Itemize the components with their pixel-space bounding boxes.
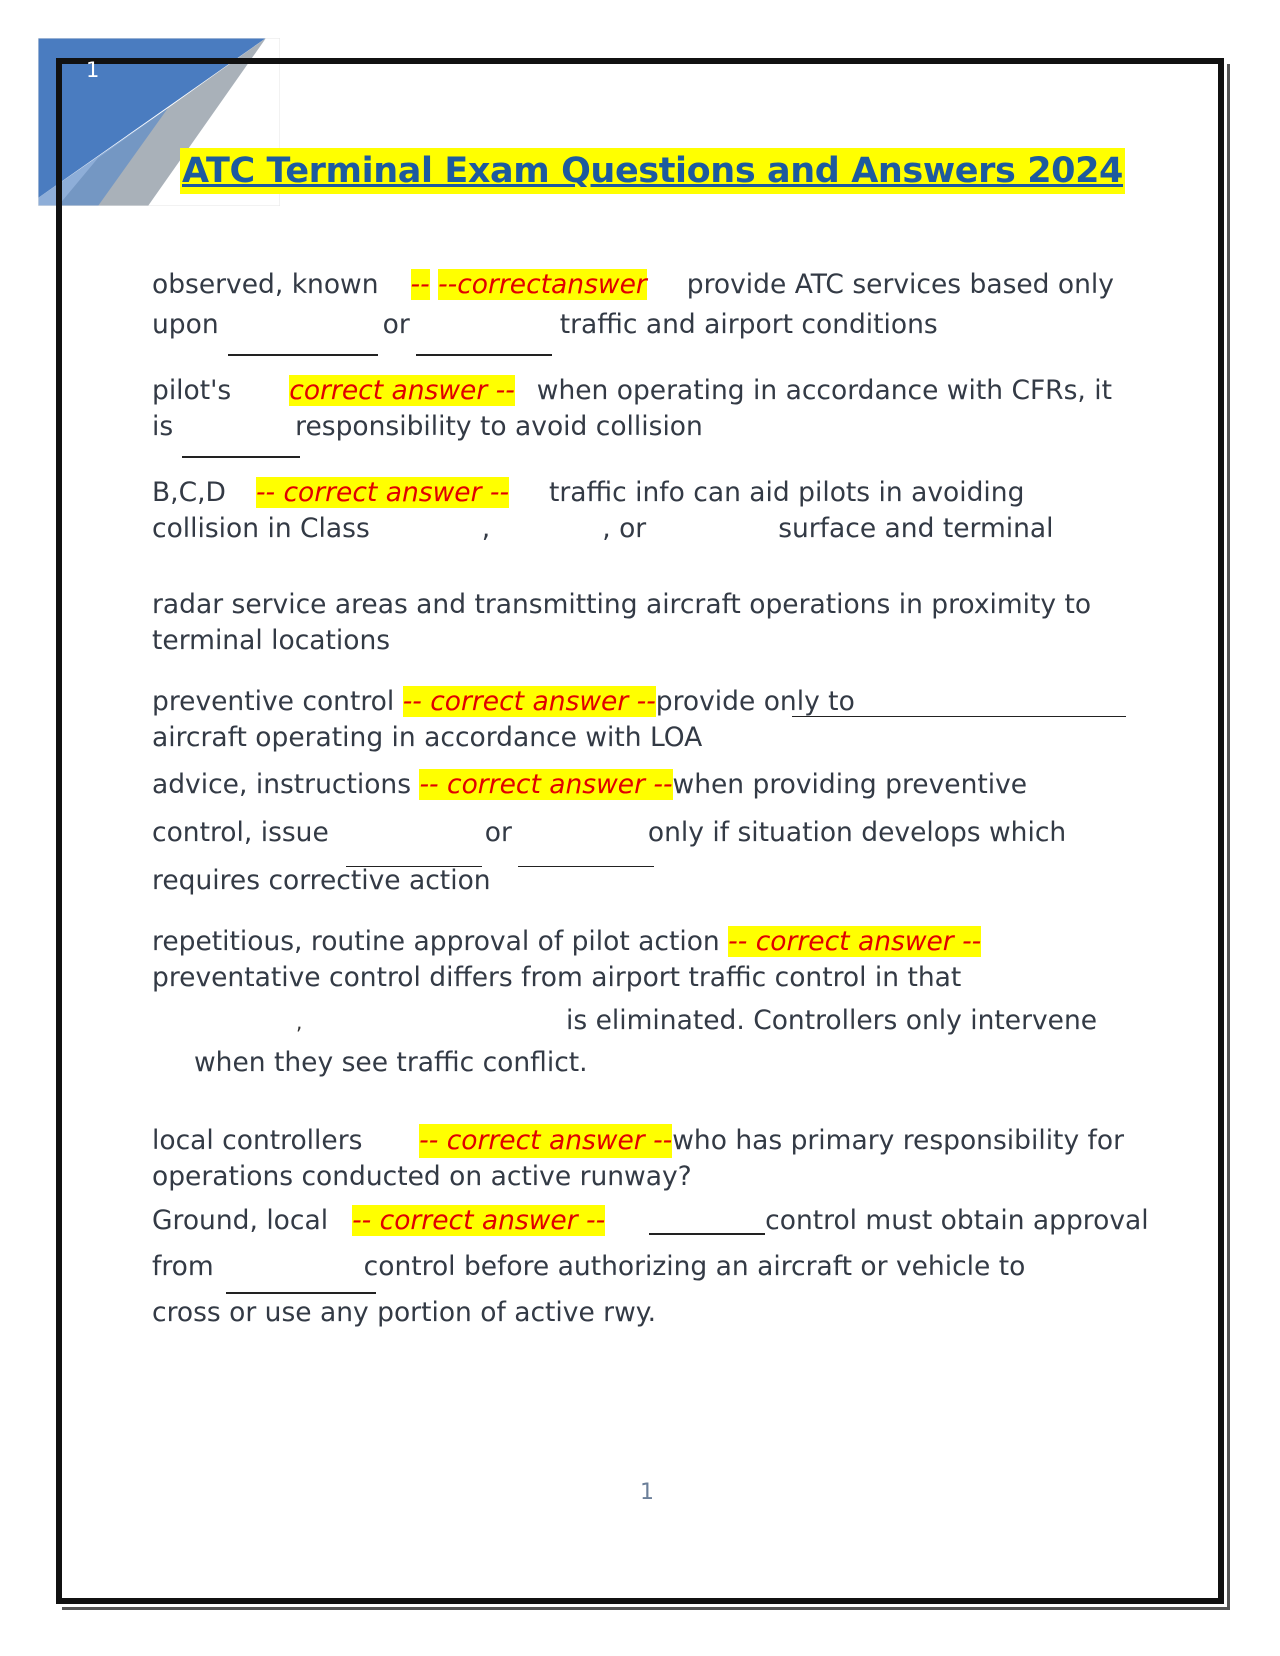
- question-text: provide ATC services based only: [686, 269, 1114, 300]
- qa-item-1-line-2: [152, 308, 938, 342]
- qa-item-5-line-3: [152, 864, 491, 898]
- question-text: operations conducted on active runway?: [152, 1161, 692, 1192]
- question-text: provide only to: [655, 686, 855, 717]
- page-title: ATC Terminal Exam Questions and Answers 2024: [180, 148, 1125, 194]
- qa-item-4-line-1: [152, 685, 855, 719]
- qa-item-8-line-1: [152, 1204, 1149, 1238]
- answer-text: preventive control: [152, 686, 395, 717]
- question-text: who has primary responsibility for: [672, 1125, 1124, 1156]
- question-text: ,: [481, 513, 491, 544]
- answer-marker: -- correct answer --: [255, 477, 510, 508]
- qa-item-5-line-1: [152, 768, 1027, 802]
- answer-marker: --correctanswer: [438, 269, 647, 300]
- answer-blank: [649, 1207, 765, 1235]
- qa-item-3-line-2: [152, 512, 1054, 546]
- question-text: when they see traffic conflict.: [194, 1047, 588, 1078]
- question-text: preventative control differs from airport traffic control in that: [152, 962, 962, 993]
- answer-marker: -- correct answer --: [419, 769, 673, 800]
- question-text: is: [152, 411, 174, 442]
- qa-item-7-line-2: [152, 1160, 692, 1194]
- question-text: only if situation develops which: [647, 817, 1067, 848]
- question-text: is eliminated. Controllers only intervene: [566, 1005, 1098, 1036]
- answer-text: observed, known: [152, 269, 379, 300]
- question-text: ,: [296, 1010, 303, 1034]
- page-number: 1: [640, 1480, 654, 1505]
- question-text: when operating in accordance with CFRs, it: [536, 375, 1113, 406]
- question-text: control must obtain approval: [765, 1205, 1149, 1236]
- question-text: traffic info can aid pilots in avoiding: [549, 477, 1025, 508]
- question-text: traffic and airport conditions: [559, 309, 938, 340]
- answer-blank: [228, 354, 378, 356]
- corner-page-number: 1: [86, 58, 100, 82]
- qa-item-2-line-2: [152, 410, 703, 444]
- question-text: collision in Class: [152, 513, 370, 544]
- answer-marker: -- correct answer --: [352, 1205, 606, 1236]
- question-text: responsibility to avoid collision: [295, 411, 703, 442]
- answer-marker: -- correct answer --: [419, 1125, 673, 1156]
- qa-item-7-line-1: [152, 1124, 1124, 1158]
- qa-item-5-line-2: [152, 816, 1066, 850]
- answer-marker: -- correct answer --: [728, 926, 982, 957]
- qa-item-8-line-2: [152, 1250, 1025, 1284]
- answer-text: Ground, local: [152, 1205, 329, 1236]
- qa-item-1-line-1: [152, 268, 1114, 302]
- qa-item-3-line-3: [152, 588, 1091, 622]
- question-text: or: [382, 309, 410, 340]
- answer-blank: [226, 1292, 376, 1294]
- question-text: cross or use any portion of active rwy.: [152, 1297, 657, 1328]
- question-text: surface and terminal: [778, 513, 1054, 544]
- question-text: , or: [602, 513, 647, 544]
- qa-item-6-line-1: [152, 925, 981, 959]
- qa-item-3-line-1: [152, 476, 1024, 510]
- question-text: from: [152, 1251, 214, 1282]
- answer-text: repetitious, routine approval of pilot action: [152, 926, 720, 957]
- question-text: control before authorizing an aircraft or vehicle to: [363, 1251, 1026, 1282]
- answer-blank: [518, 866, 654, 867]
- qa-item-2-line-1: [152, 374, 1112, 408]
- qa-item-6-line-2: [152, 961, 961, 995]
- question-text: requires corrective action: [152, 865, 491, 896]
- answer-marker: --: [410, 269, 430, 300]
- answer-text: pilot's: [152, 375, 232, 406]
- qa-item-6-line-3: [566, 1004, 1097, 1038]
- question-text: or: [484, 817, 512, 848]
- qa-item-4-line-2: [152, 721, 702, 755]
- answer-text: B,C,D: [152, 477, 226, 508]
- answer-blank: [182, 456, 300, 458]
- answer-marker: correct answer --: [289, 375, 515, 406]
- question-text: aircraft operating in accordance with LOA: [152, 722, 703, 753]
- question-text: control, issue: [152, 817, 329, 848]
- answer-blank: [792, 716, 1126, 717]
- answer-marker: -- correct answer --: [402, 686, 656, 717]
- qa-item-6-line-4: [194, 1046, 588, 1080]
- question-text: upon: [152, 309, 219, 340]
- question-text: radar service areas and transmitting aircraft operations in proximity to: [152, 589, 1092, 620]
- qa-item-8-line-3: [152, 1296, 656, 1330]
- question-text: when providing preventive: [672, 769, 1028, 800]
- answer-text: advice, instructions: [152, 769, 412, 800]
- answer-blank: [416, 354, 552, 356]
- qa-item-3-line-4: [152, 624, 390, 658]
- answer-text: local controllers: [152, 1125, 363, 1156]
- question-text: terminal locations: [152, 625, 391, 656]
